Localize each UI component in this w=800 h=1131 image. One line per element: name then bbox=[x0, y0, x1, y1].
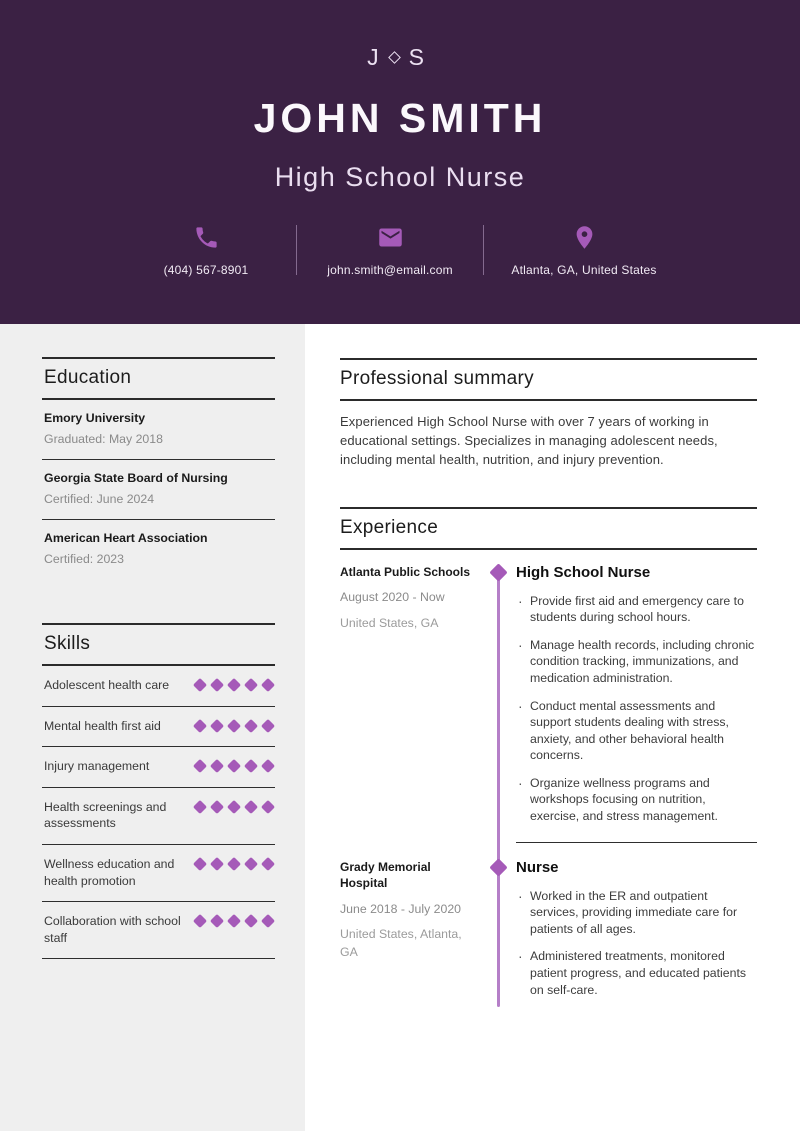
rating-diamond-icon bbox=[210, 800, 224, 814]
rating-diamond-icon bbox=[193, 719, 207, 733]
employment-dates: June 2018 - July 2020 bbox=[340, 902, 462, 917]
summary-text: Experienced High School Nurse with over 7 years of working in educational settings. Specializes in managing adolescent needs, including mental health, nutrition, and injury prevention. bbox=[340, 414, 718, 467]
rating-diamond-icon bbox=[261, 914, 275, 928]
rating-diamond-icon bbox=[244, 914, 258, 928]
skill-row bbox=[42, 707, 275, 748]
skill-rating bbox=[195, 680, 273, 690]
education-section bbox=[42, 357, 275, 579]
experience-meta bbox=[340, 564, 480, 843]
education-entry bbox=[42, 520, 275, 579]
sidebar bbox=[0, 324, 305, 1131]
location-text: Atlanta, GA, United States bbox=[511, 263, 657, 277]
rating-diamond-icon bbox=[210, 857, 224, 871]
rating-diamond-icon bbox=[210, 719, 224, 733]
job-bullet-list bbox=[516, 888, 757, 999]
employment-location: United States, GA bbox=[340, 615, 439, 630]
rating-diamond-icon bbox=[227, 800, 241, 814]
skill-label: Health screenings and assessments bbox=[44, 799, 167, 831]
company-name: Atlanta Public Schools bbox=[340, 564, 471, 579]
person-title: High School Nurse bbox=[274, 162, 526, 192]
logo-letter-s: S bbox=[408, 44, 433, 70]
skill-rating bbox=[195, 761, 273, 771]
phone-icon bbox=[193, 223, 220, 251]
skill-row bbox=[42, 788, 275, 845]
header bbox=[0, 0, 800, 324]
rating-diamond-icon bbox=[193, 759, 207, 773]
rating-diamond-icon bbox=[244, 678, 258, 692]
job-title: Nurse bbox=[516, 858, 559, 876]
rating-diamond-icon bbox=[261, 759, 275, 773]
rating-diamond-icon bbox=[227, 719, 241, 733]
rating-diamond-icon bbox=[210, 914, 224, 928]
experience-section bbox=[340, 507, 757, 1010]
experience-entry bbox=[340, 564, 757, 843]
monogram-logo bbox=[367, 44, 433, 71]
experience-meta bbox=[340, 859, 480, 1010]
education-entry-detail: Certified: June 2024 bbox=[44, 492, 155, 506]
skills-section bbox=[42, 623, 275, 959]
rating-diamond-icon bbox=[261, 719, 275, 733]
job-bullet: · Manage health records, including chronic condition tracking, immunizations, and medication administration. bbox=[516, 637, 757, 687]
rating-diamond-icon bbox=[227, 857, 241, 871]
experience-details bbox=[516, 564, 757, 843]
job-bullet: · Conduct mental assessments and support students dealing with stress, anxiety, and other behavioral health concerns. bbox=[516, 698, 757, 764]
skills-title: Skills bbox=[42, 623, 275, 666]
education-entry-name: American Heart Association bbox=[44, 531, 208, 545]
rating-diamond-icon bbox=[227, 678, 241, 692]
rating-diamond-icon bbox=[210, 759, 224, 773]
job-title: High School Nurse bbox=[516, 563, 651, 581]
skill-row bbox=[42, 666, 275, 707]
timeline-column bbox=[480, 859, 516, 1010]
contact-location bbox=[484, 223, 684, 277]
job-bullet: · Administered treatments, monitored patient progress, and educated patients on self-care. bbox=[516, 948, 757, 998]
skill-rating bbox=[195, 802, 273, 812]
rating-diamond-icon bbox=[193, 914, 207, 928]
rating-diamond-icon bbox=[193, 678, 207, 692]
rating-diamond-icon bbox=[244, 759, 258, 773]
rating-diamond-icon bbox=[227, 759, 241, 773]
contact-row bbox=[116, 223, 684, 277]
job-bullet: · Provide first aid and emergency care to students during school hours. bbox=[516, 593, 757, 626]
location-icon bbox=[571, 223, 598, 251]
job-bullet-list bbox=[516, 593, 757, 825]
timeline-diamond-icon bbox=[489, 563, 507, 581]
experience-title: Experience bbox=[340, 507, 757, 550]
experience-entries bbox=[340, 564, 757, 1010]
rating-diamond-icon bbox=[244, 857, 258, 871]
job-bullet: · Organize wellness programs and workshops focusing on nutrition, exercise, and stress management. bbox=[516, 775, 757, 825]
skill-rating bbox=[195, 859, 273, 869]
rating-diamond-icon bbox=[193, 800, 207, 814]
main-content bbox=[305, 324, 800, 1131]
skill-row bbox=[42, 902, 275, 959]
email-address: john.smith@email.com bbox=[327, 263, 453, 277]
summary-title: Professional summary bbox=[340, 358, 757, 401]
person-name: JOHN SMITH bbox=[253, 95, 547, 141]
rating-diamond-icon bbox=[261, 800, 275, 814]
skill-label: Injury management bbox=[44, 759, 150, 774]
employment-dates: August 2020 - Now bbox=[340, 590, 445, 605]
rating-diamond-icon bbox=[261, 678, 275, 692]
logo-letter-j: J bbox=[367, 44, 388, 70]
education-entry-name: Emory University bbox=[44, 411, 146, 425]
education-entry bbox=[42, 400, 275, 460]
contact-email bbox=[297, 223, 483, 277]
summary-section bbox=[340, 358, 757, 470]
education-entry bbox=[42, 460, 275, 520]
experience-details bbox=[516, 859, 757, 1010]
skill-row bbox=[42, 747, 275, 788]
timeline-diamond-icon bbox=[489, 858, 507, 876]
email-icon bbox=[377, 223, 404, 251]
rating-diamond-icon bbox=[210, 678, 224, 692]
skill-label: Wellness education and health promotion bbox=[44, 856, 175, 888]
rating-diamond-icon bbox=[244, 719, 258, 733]
timeline-column bbox=[480, 564, 516, 843]
skill-rating bbox=[195, 916, 273, 926]
skill-rating bbox=[195, 721, 273, 731]
company-name: Grady Memorial Hospital bbox=[340, 859, 431, 891]
contact-phone bbox=[116, 223, 296, 277]
education-entry-detail: Graduated: May 2018 bbox=[44, 432, 163, 446]
skill-label: Collaboration with school staff bbox=[44, 914, 181, 945]
education-entry-detail: Certified: 2023 bbox=[44, 552, 124, 566]
phone-number: (404) 567-8901 bbox=[163, 263, 249, 277]
skill-row bbox=[42, 845, 275, 902]
education-title: Education bbox=[42, 357, 275, 400]
rating-diamond-icon bbox=[193, 857, 207, 871]
rating-diamond-icon bbox=[261, 857, 275, 871]
employment-location: United States, Atlanta, GA bbox=[340, 927, 462, 959]
experience-entry bbox=[340, 859, 757, 1010]
skill-label: Adolescent health care bbox=[44, 678, 170, 692]
skill-label: Mental health first aid bbox=[44, 718, 161, 733]
rating-diamond-icon bbox=[244, 800, 258, 814]
education-entry-name: Georgia State Board of Nursing bbox=[44, 471, 228, 485]
job-bullet: · Worked in the ER and outpatient services, providing immediate care for patients of all ages. bbox=[516, 888, 757, 938]
logo-diamond-icon bbox=[388, 51, 401, 64]
rating-diamond-icon bbox=[227, 914, 241, 928]
